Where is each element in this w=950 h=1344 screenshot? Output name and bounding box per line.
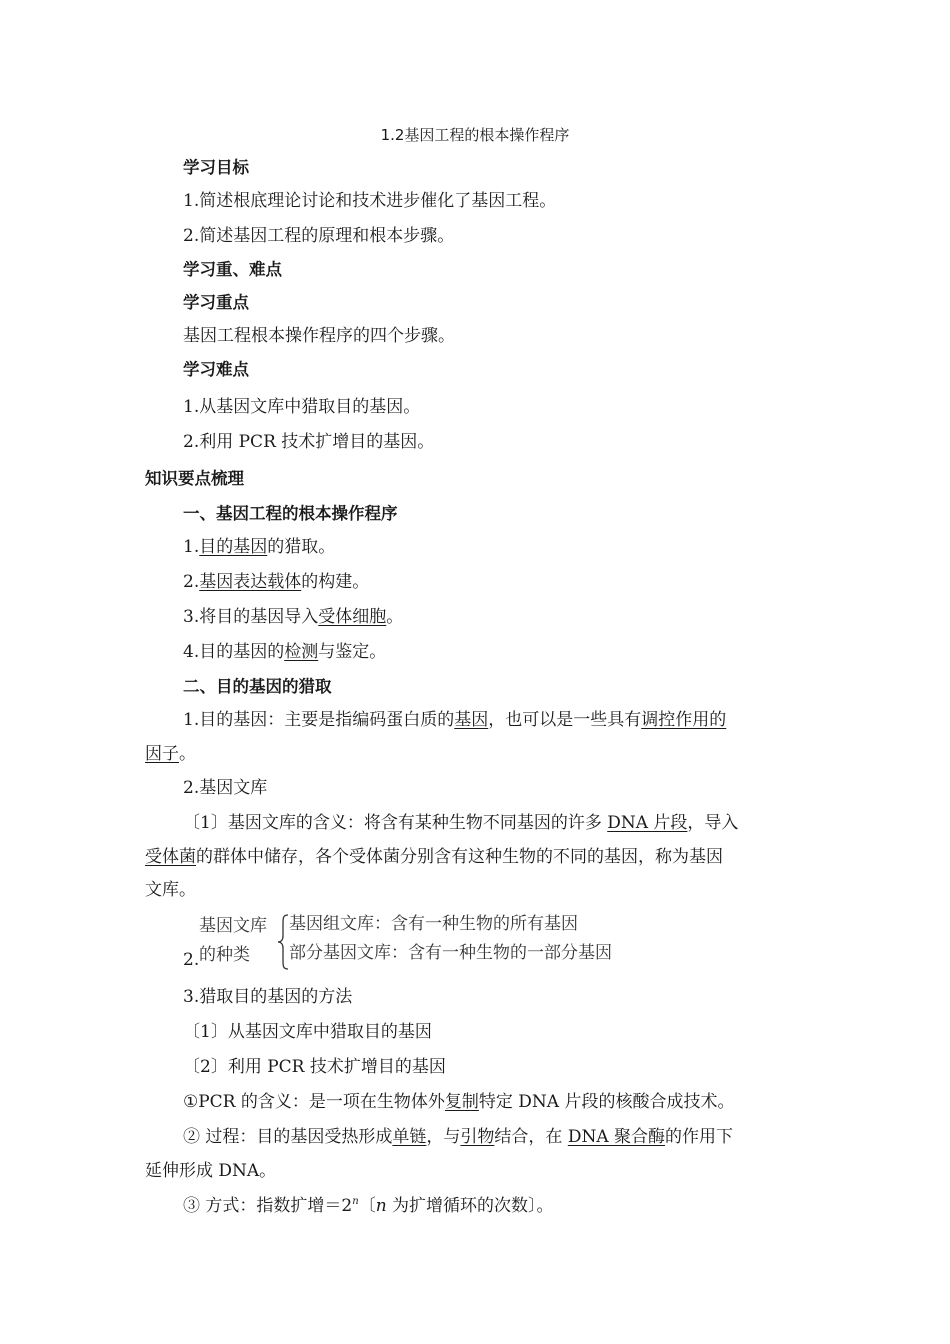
difficulty-2: 2.利用 PCR 技术扩增目的基因。 — [183, 432, 435, 452]
library-types-figure — [183, 906, 683, 976]
gene-library-meaning-end: 文库。 — [145, 880, 196, 900]
gene-library-answer-2: 受体菌 — [145, 847, 196, 867]
gene-library-meaning-cont — [145, 845, 723, 869]
step-2 — [183, 570, 369, 594]
pcr-meaning-answer: 复制 — [444, 1092, 479, 1112]
step-2-suffix: 的构建。 — [301, 572, 370, 592]
step-4-suffix: 与鉴定。 — [318, 642, 387, 662]
focus-text: 基因工程根本操作程序的四个步骤。 — [183, 326, 455, 346]
gene-library-meaning — [183, 811, 738, 835]
step-1-answer: 目的基因 — [199, 537, 268, 557]
goals-heading: 学习目标 — [183, 158, 249, 177]
pcr-meaning-suffix: 特定 DNA 片段的核酸合成技术。 — [478, 1092, 735, 1112]
step-4-prefix: 4.目的基因的 — [183, 642, 285, 662]
step-3 — [183, 605, 403, 629]
document-title: 1.2基因工程的根本操作程序 — [380, 126, 570, 144]
knowledge-heading: 知识要点梳理 — [145, 469, 244, 488]
library-types-label-line-1: 基因文库 — [199, 916, 267, 936]
target-gene-answer-1: 基因 — [454, 710, 489, 730]
pcr-mode-prefix: ③ 方式：指数扩增＝2 — [183, 1196, 353, 1216]
step-2-prefix: 2. — [183, 572, 200, 592]
pcr-mode-exponent: n — [352, 1196, 359, 1207]
gene-library-answer-1: DNA 片段 — [607, 813, 688, 833]
step-4-answer: 检测 — [284, 642, 319, 662]
step-2-answer: 基因表达载体 — [199, 572, 302, 592]
library-types-number: 2. — [183, 950, 200, 970]
gene-library-heading: 2.基因文库 — [183, 778, 268, 798]
target-gene-suffix: 。 — [179, 744, 196, 764]
pcr-process-suffix: 的作用下 — [665, 1127, 733, 1147]
target-gene-definition — [183, 708, 726, 732]
target-gene-middle: ，也可以是一些具有 — [488, 710, 642, 730]
target-gene-definition-cont — [145, 742, 196, 766]
pcr-process-answer-1: 单链 — [392, 1127, 427, 1147]
library-types-label — [199, 912, 267, 970]
pcr-process-cont: 延伸形成 DNA。 — [145, 1161, 277, 1181]
pcr-mode-variable: n — [375, 1196, 387, 1216]
library-types-label-line-2: 的种类 — [199, 945, 250, 965]
difficulty-heading: 学习难点 — [183, 360, 249, 379]
target-gene-answer-3: 因子 — [145, 744, 179, 764]
library-type-genomic: 基因组文库：含有一种生物的所有基因 — [289, 914, 578, 934]
section1-heading: 一、基因工程的根本操作程序 — [183, 504, 398, 523]
gene-library-cont-text: 的群体中储存，各个受体菌分别含有这种生物的不同的基因，称为基因 — [196, 847, 723, 867]
pcr-process — [183, 1125, 733, 1149]
pcr-process-middle-2: 结合，在 — [494, 1127, 568, 1147]
pcr-process-prefix: ② 过程：目的基因受热形成 — [183, 1127, 393, 1147]
step-4 — [183, 640, 386, 664]
step-3-suffix: 。 — [386, 607, 404, 627]
difficulty-1: 1.从基因文库中猎取目的基因。 — [183, 397, 421, 417]
target-gene-prefix: 1.目的基因：主要是指编码蛋白质的 — [183, 710, 455, 730]
goal-2: 2.简述基因工程的原理和根本步骤。 — [183, 226, 455, 246]
pcr-mode — [183, 1194, 554, 1218]
target-gene-answer-2: 调控作用的 — [641, 710, 727, 730]
step-1-prefix: 1. — [183, 537, 200, 557]
keypoints-heading: 学习重、难点 — [183, 260, 282, 279]
pcr-meaning-prefix: ①PCR 的含义：是一项在生物体外 — [183, 1092, 445, 1112]
pcr-meaning — [183, 1090, 734, 1114]
gene-library-suffix: ，导入 — [687, 813, 739, 833]
pcr-process-answer-2: 引物 — [460, 1127, 495, 1147]
step-1 — [183, 535, 335, 559]
step-3-prefix: 3.将目的基因导入 — [183, 607, 319, 627]
left-brace-icon — [277, 914, 289, 970]
step-1-suffix: 的猎取。 — [267, 537, 336, 557]
gene-library-prefix: 〔1〕基因文库的含义：将含有某种生物不同基因的许多 — [183, 813, 608, 833]
focus-heading: 学习重点 — [183, 293, 249, 312]
library-types-list — [289, 910, 612, 968]
method-2: 〔2〕利用 PCR 技术扩增目的基因 — [183, 1057, 446, 1077]
step-3-answer: 受体细胞 — [318, 607, 387, 627]
pcr-process-answer-3: DNA 聚合酶 — [567, 1127, 665, 1147]
section2-heading: 二、目的基因的猎取 — [183, 677, 332, 696]
method-1: 〔1〕从基因文库中猎取目的基因 — [183, 1022, 432, 1042]
methods-heading: 3.猎取目的基因的方法 — [183, 987, 353, 1007]
goal-1: 1.简述根底理论讨论和技术进步催化了基因工程。 — [183, 191, 557, 211]
pcr-mode-paren: 〔 — [358, 1196, 376, 1216]
pcr-process-middle-1: ，与 — [426, 1127, 461, 1147]
library-type-partial: 部分基因文库：含有一种生物的一部分基因 — [289, 943, 612, 963]
pcr-mode-suffix: 为扩增循环的次数〕。 — [386, 1196, 554, 1216]
